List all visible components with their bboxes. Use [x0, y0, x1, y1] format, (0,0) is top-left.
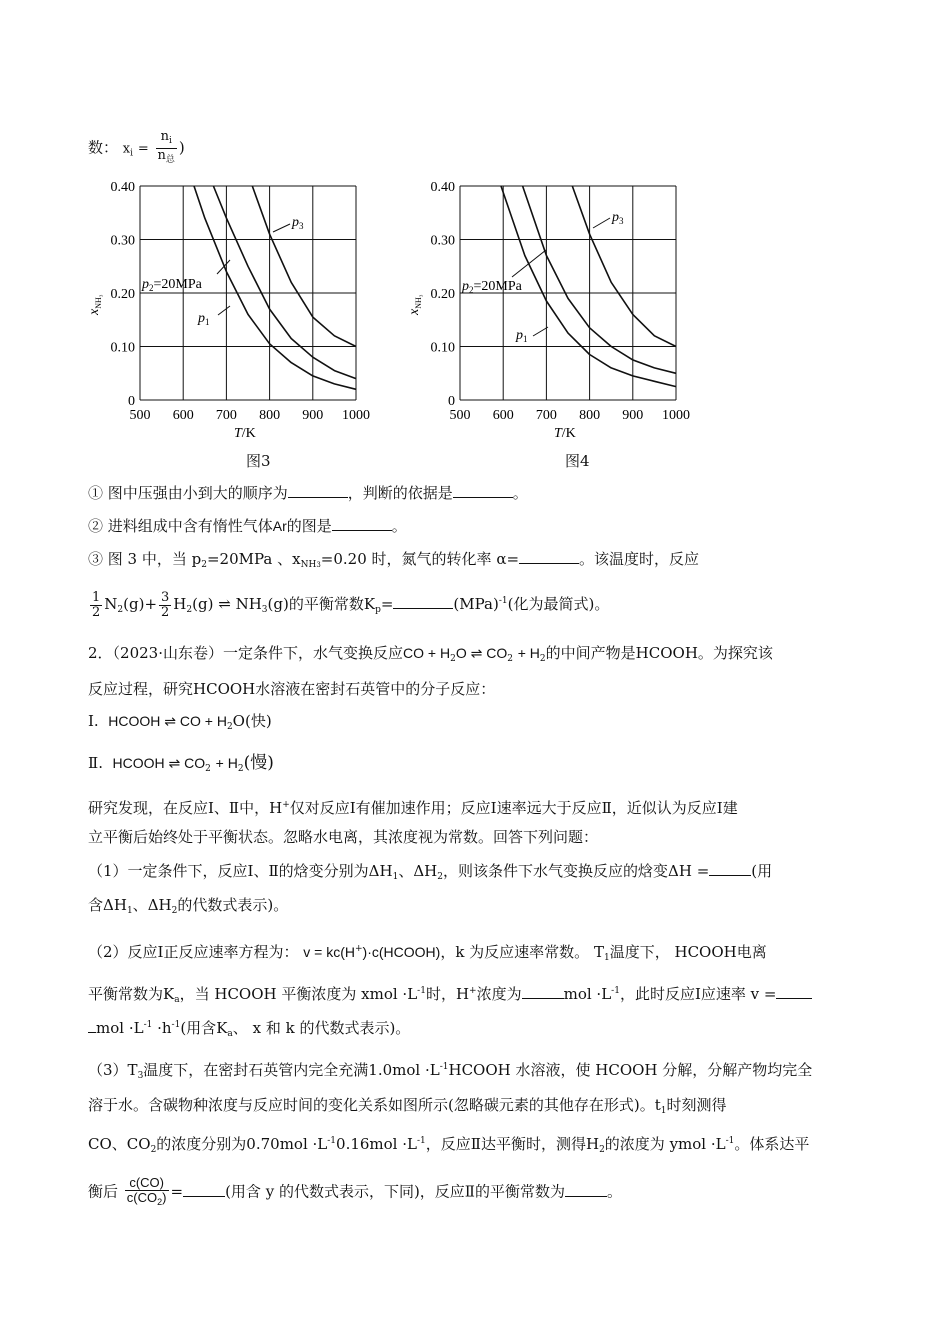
series-leader-line: [593, 218, 610, 228]
ka-sub-b: a: [227, 1029, 233, 1039]
y-tick-label: 0.20: [110, 287, 135, 302]
n2: N: [104, 595, 118, 613]
x-tick-label: 1000: [342, 408, 370, 423]
q3-line: [88, 548, 699, 576]
x-tick-label: 900: [302, 408, 324, 423]
answer-blank[interactable]: [288, 483, 348, 498]
f3-sub: 2: [150, 1145, 157, 1155]
g1a: 衡后: [88, 1182, 119, 1201]
d2a: 含: [88, 896, 104, 914]
q3-p: p: [191, 550, 202, 568]
answer-blank[interactable]: [393, 594, 453, 609]
p2-b1: 反应过程，研究: [88, 680, 194, 698]
e2a: 平衡常数为: [88, 985, 164, 1003]
ka: K: [163, 985, 175, 1003]
q2-text-b: 的图是: [286, 517, 332, 535]
f3f: 。体系达平: [734, 1135, 810, 1153]
sup-neg1-d: -1: [171, 1020, 181, 1030]
ratio-num: c(CO): [125, 1176, 169, 1191]
c1a: 研究发现，在反应Ⅰ、Ⅱ中，H: [88, 799, 283, 817]
y-tick-label: 0.10: [110, 340, 135, 356]
dh1: 1: [392, 872, 399, 882]
h2: H: [173, 595, 187, 613]
answer-blank[interactable]: [88, 1018, 96, 1033]
y-tick-label: 0: [128, 394, 135, 409]
x-axis-label: T/K: [554, 426, 576, 441]
equilibrium-arrow: ⇌: [218, 595, 231, 613]
d1b: ，则该条件下水气变换反应的焓变: [443, 862, 669, 880]
answer-blank[interactable]: [776, 984, 812, 999]
p2-rxn2: O ⇌ CO: [455, 645, 508, 661]
x-tick-label: 800: [579, 408, 601, 423]
e3a: mol ·L: [96, 1019, 144, 1037]
p2-line-c1: [88, 794, 738, 819]
e1b: ，k 为反应速率常数。: [440, 943, 590, 961]
t1-sub: 1: [603, 953, 610, 963]
sup-neg1-h: -1: [725, 1136, 735, 1146]
series-label: $p_2=20MPa$: [462, 279, 522, 295]
y-axis-label: $x_{NH_3}$: [87, 294, 103, 315]
c2: 立平衡后始终处于平衡状态。忽略水电离，其浓度视为常数。回答下列问题：: [88, 828, 599, 846]
d2b: 的代数式表示)。: [177, 896, 289, 914]
ratio-den: c(CO: [126, 1190, 158, 1205]
answer-blank[interactable]: [453, 483, 513, 498]
q4-text: 的平衡常数: [288, 595, 364, 613]
p2-rxn-s3: 2: [539, 654, 546, 664]
f2b: 时刻测得: [666, 1096, 727, 1114]
dh: ΔH: [368, 862, 393, 880]
series-line-p220MPa: [213, 186, 356, 379]
f2a: 溶于水。含碳物种浓度与反应时间的变化关系如图所示(忽略碳元素的其他存在形式)。: [88, 1096, 655, 1114]
q3-eq: =20MPa 、x: [206, 550, 301, 568]
intro-prefix: 数：: [88, 138, 119, 157]
frac-three-half: [159, 591, 171, 620]
dh2-d: 2: [171, 906, 178, 916]
answer-blank[interactable]: [519, 549, 579, 564]
sup-neg1-f: -1: [327, 1136, 337, 1146]
q-part2-line1: [88, 938, 767, 969]
answer-blank[interactable]: [183, 1182, 225, 1197]
q-part3-line1: [88, 1056, 812, 1087]
answer-blank[interactable]: [332, 516, 392, 531]
n2-sub: 2: [117, 605, 124, 615]
x-tick-label: 600: [172, 408, 194, 423]
t1b-sub: 1: [660, 1106, 667, 1116]
p2-hcooh-2: HCOOH: [193, 680, 256, 698]
ratio-fraction: [125, 1176, 169, 1209]
series-leader-line: [218, 306, 230, 315]
ka-sub: a: [174, 995, 180, 1005]
r2-eq: HCOOH ⇌ CO: [112, 755, 206, 771]
r2-sub2: 2: [237, 764, 244, 774]
x-axis-label: T/K: [234, 426, 256, 441]
x-tick-label: 900: [622, 408, 644, 423]
t1: T: [593, 943, 604, 961]
dh-c: ΔH: [103, 896, 127, 914]
f3b: 的浓度分别为0.70mol ·L: [156, 1135, 328, 1153]
q3-p-sub: 2: [201, 560, 207, 570]
q3-val: =0.20: [320, 550, 367, 568]
g1c: 。: [607, 1182, 623, 1201]
p2-rxn-s2: 2: [507, 654, 513, 664]
f3c: 0.16mol ·L: [336, 1135, 417, 1153]
ratio-den-end: ): [162, 1190, 167, 1205]
x-tick-label: 800: [259, 408, 281, 423]
frac-half-den: 2: [92, 604, 101, 620]
p2-b2: 水溶液在密封石英管中的分子反应：: [255, 680, 496, 698]
y-tick-label: 0.40: [110, 180, 135, 195]
c1-sup: +: [282, 800, 290, 810]
series-line-p220MPa: [523, 186, 676, 373]
sup-neg1-g: -1: [416, 1136, 426, 1146]
answer-blank[interactable]: [522, 984, 564, 999]
rate-sup: +: [355, 944, 363, 954]
e2f: ，此时反应Ⅰ应速率 v =: [619, 985, 777, 1003]
q-part1-line1: [88, 860, 772, 888]
f3h: H: [585, 1135, 600, 1153]
q1-text-c: 。: [512, 484, 528, 502]
q4-end: (化为最简式)。: [507, 595, 610, 613]
y-tick-label: 0.30: [430, 233, 455, 249]
sup-neg1-c: -1: [143, 1020, 153, 1030]
sup-neg1-e: -1: [439, 1062, 449, 1072]
q-part3-line2: [88, 1094, 727, 1122]
intro-x: x: [122, 141, 131, 157]
ratio-den-sub: 2: [157, 1197, 163, 1207]
dh2: 2: [437, 872, 443, 882]
e2e: mol ·L: [563, 985, 612, 1003]
y-tick-label: 0.10: [430, 340, 455, 356]
unit-sup: -1: [498, 596, 508, 606]
d1c: ΔH =: [668, 862, 710, 880]
frac-three-den: 2: [161, 604, 170, 620]
rate2: )·c(HCOOH): [362, 944, 441, 960]
e2d: 浓度为: [476, 985, 522, 1003]
g2: (g): [192, 595, 214, 613]
sup-neg1-b: -1: [611, 986, 620, 996]
y-tick-label: 0.20: [430, 287, 455, 302]
p2-line-c2: [88, 826, 598, 848]
d1d: (用: [751, 862, 773, 880]
dh-b: ΔH: [413, 862, 438, 880]
chart4-caption: 图4: [565, 452, 590, 470]
p2-a3: 。为探究该: [697, 644, 773, 662]
e3c: (用含: [180, 1019, 217, 1037]
sep-e: 、: [232, 1019, 248, 1037]
series-leader-line: [533, 327, 548, 336]
e3b: ·h: [152, 1019, 172, 1037]
p2-hcooh: HCOOH: [635, 644, 698, 662]
series-label: $p_1$: [516, 328, 528, 344]
e3d: 和 k 的代数式表示)。: [265, 1019, 411, 1037]
f1c: HCOOH 水溶液，使 HCOOH 分解，分解产物均完全: [448, 1061, 813, 1079]
series-leader-line: [512, 250, 546, 277]
r2-end: (慢): [243, 753, 274, 773]
d1a: （1）一定条件下，反应Ⅰ、Ⅱ的焓变分别为: [88, 862, 369, 880]
f1a: （3）: [88, 1061, 128, 1079]
reaction-1: [88, 710, 272, 738]
g3: (g): [267, 595, 289, 613]
q-part3-line4: [88, 1176, 622, 1209]
p2-rxn: CO + H: [403, 645, 451, 661]
q1-text-a: ① 图中压强由小到大的顺序为: [88, 484, 288, 502]
answer-blank[interactable]: [565, 1182, 607, 1197]
dh-d: ΔH: [147, 896, 172, 914]
y-tick-label: 0.30: [110, 233, 135, 249]
r1-eq: HCOOH ⇌ CO + H: [108, 713, 227, 729]
intro-den: n: [157, 148, 166, 163]
unit: (MPa): [453, 595, 499, 613]
t3: T: [127, 1061, 138, 1079]
q-part2-line2: [88, 980, 812, 1011]
r2-label: Ⅱ.: [88, 754, 103, 772]
frac-three-num: 3: [161, 589, 170, 605]
e2c: 时，H: [425, 985, 470, 1003]
frac-half: [90, 591, 102, 620]
g1b: (用含 y 的代数式表示，下同)，反应Ⅱ的平衡常数为: [225, 1182, 565, 1201]
ratio-eq: =: [170, 1182, 184, 1201]
p2-a1: 2．（2023·山东卷）一定条件下，水气变换反应: [88, 644, 403, 662]
f1b: 温度下，在密封石英管内完全充满1.0mol ·L: [143, 1061, 440, 1079]
sep: 、: [398, 862, 414, 880]
p2-line1: [88, 642, 773, 670]
chart-figure-3: [80, 170, 380, 441]
y-axis-label: $x_{NH_3}$: [407, 294, 423, 315]
sup-neg1: -1: [417, 986, 426, 996]
q-part3-line3: [88, 1130, 809, 1161]
x-tick-label: 500: [449, 408, 471, 423]
h2-sub: 2: [186, 605, 193, 615]
p2-a2: 的中间产物是: [545, 644, 636, 662]
kp-eq: =: [380, 595, 394, 613]
e1-hcooh: HCOOH: [674, 943, 737, 961]
c1b: 仅对反应Ⅰ有催加速作用；反应Ⅰ速率远大于反应Ⅱ，近似认为反应Ⅰ建: [289, 799, 738, 817]
kp: K: [363, 595, 376, 613]
f3a: CO、CO: [88, 1135, 151, 1153]
r1-label: Ⅰ.: [88, 712, 99, 730]
intro-den-sub: 总: [165, 155, 175, 165]
series-label: $p_2=20MPa$: [142, 277, 202, 293]
series-line-p1: [194, 186, 356, 389]
q4-line: [88, 590, 609, 621]
g-plus: (g)+: [123, 595, 158, 613]
t3-sub: 3: [137, 1071, 144, 1081]
x-tick-label: 500: [129, 408, 151, 423]
intro-x-sub: i: [130, 148, 134, 159]
dh1-c: 1: [126, 906, 133, 916]
f3d: ，反应Ⅱ达平衡时，测得: [425, 1135, 586, 1153]
x-tick-label: 700: [535, 408, 557, 423]
p2-rxn-s1: 2: [450, 654, 456, 664]
chart3-caption: 图3: [246, 452, 271, 470]
series-line-p3: [572, 186, 676, 347]
answer-blank[interactable]: [709, 861, 751, 876]
intro-num: n: [160, 129, 169, 144]
q3-text-b: 时，氮气的转化率 α=: [371, 550, 520, 568]
p2-line2: [88, 678, 495, 700]
y-tick-label: 0.40: [430, 180, 455, 195]
q2-text-c: 。: [391, 517, 407, 535]
e1d: 电离: [736, 943, 767, 961]
e2b: ，当 HCOOH 平衡浓度为 xmol ·L: [179, 985, 418, 1003]
p2-rxn3: + H: [517, 645, 540, 661]
q1-line: [88, 482, 528, 504]
e1c: 温度下，: [609, 943, 670, 961]
series-leader-line: [217, 260, 230, 274]
intro-line: [88, 130, 185, 167]
series-line-p1: [501, 186, 676, 387]
intro-eq: =: [137, 141, 149, 157]
q3-nh3: NH: [300, 560, 317, 570]
t1b: t: [654, 1096, 661, 1114]
intro-close: ): [178, 138, 185, 157]
q2-line: [88, 515, 407, 537]
y-tick-label: 0: [448, 394, 455, 409]
e1a: （2）反应Ⅰ正反应速率方程为：: [88, 943, 299, 961]
q2-text-a: ② 进料组成中含有惰性气体: [88, 517, 273, 535]
q-part2-line3: [88, 1014, 410, 1045]
x-tick-label: 600: [492, 408, 514, 423]
series-label: $p_1$: [198, 311, 210, 327]
sep-c: 、: [132, 896, 148, 914]
f3e: 的浓度为 ymol ·L: [604, 1135, 726, 1153]
e3x: x: [252, 1019, 262, 1037]
q1-text-b: ，判断的依据是: [347, 484, 453, 502]
q3-text-c: 。该温度时，反应: [579, 550, 700, 568]
ka-b: K: [216, 1019, 228, 1037]
f3h-sub: 2: [599, 1145, 605, 1155]
intro-num-sub: i: [168, 136, 172, 146]
r2-sub: 2: [205, 764, 211, 774]
series-label: $p_3$: [292, 215, 304, 231]
nh3: NH: [235, 595, 262, 613]
series-label: $p_3$: [612, 210, 624, 226]
r1-sub: 2: [226, 722, 233, 732]
rate: v = kc(H: [303, 944, 355, 960]
series-leader-line: [273, 224, 290, 232]
r2-mid: + H: [215, 755, 238, 771]
chart-figure-4: [400, 170, 700, 441]
x-tick-label: 1000: [662, 408, 690, 423]
reaction-2: [88, 752, 274, 780]
series-line-p3: [252, 186, 356, 347]
frac-half-num: 1: [92, 589, 101, 605]
q3-text-a: ③ 图 3 中，当: [88, 550, 187, 568]
q2-ar: Ar: [272, 518, 287, 534]
q-part1-line2: [88, 894, 288, 922]
q3-nh3-sub: 3: [316, 561, 321, 569]
r1-end: O(快): [232, 712, 272, 730]
intro-fraction: [156, 130, 177, 167]
h-plus: +: [469, 986, 477, 996]
nh3-sub: 3: [261, 605, 268, 615]
kp-sub: p: [375, 605, 381, 615]
x-tick-label: 700: [215, 408, 237, 423]
